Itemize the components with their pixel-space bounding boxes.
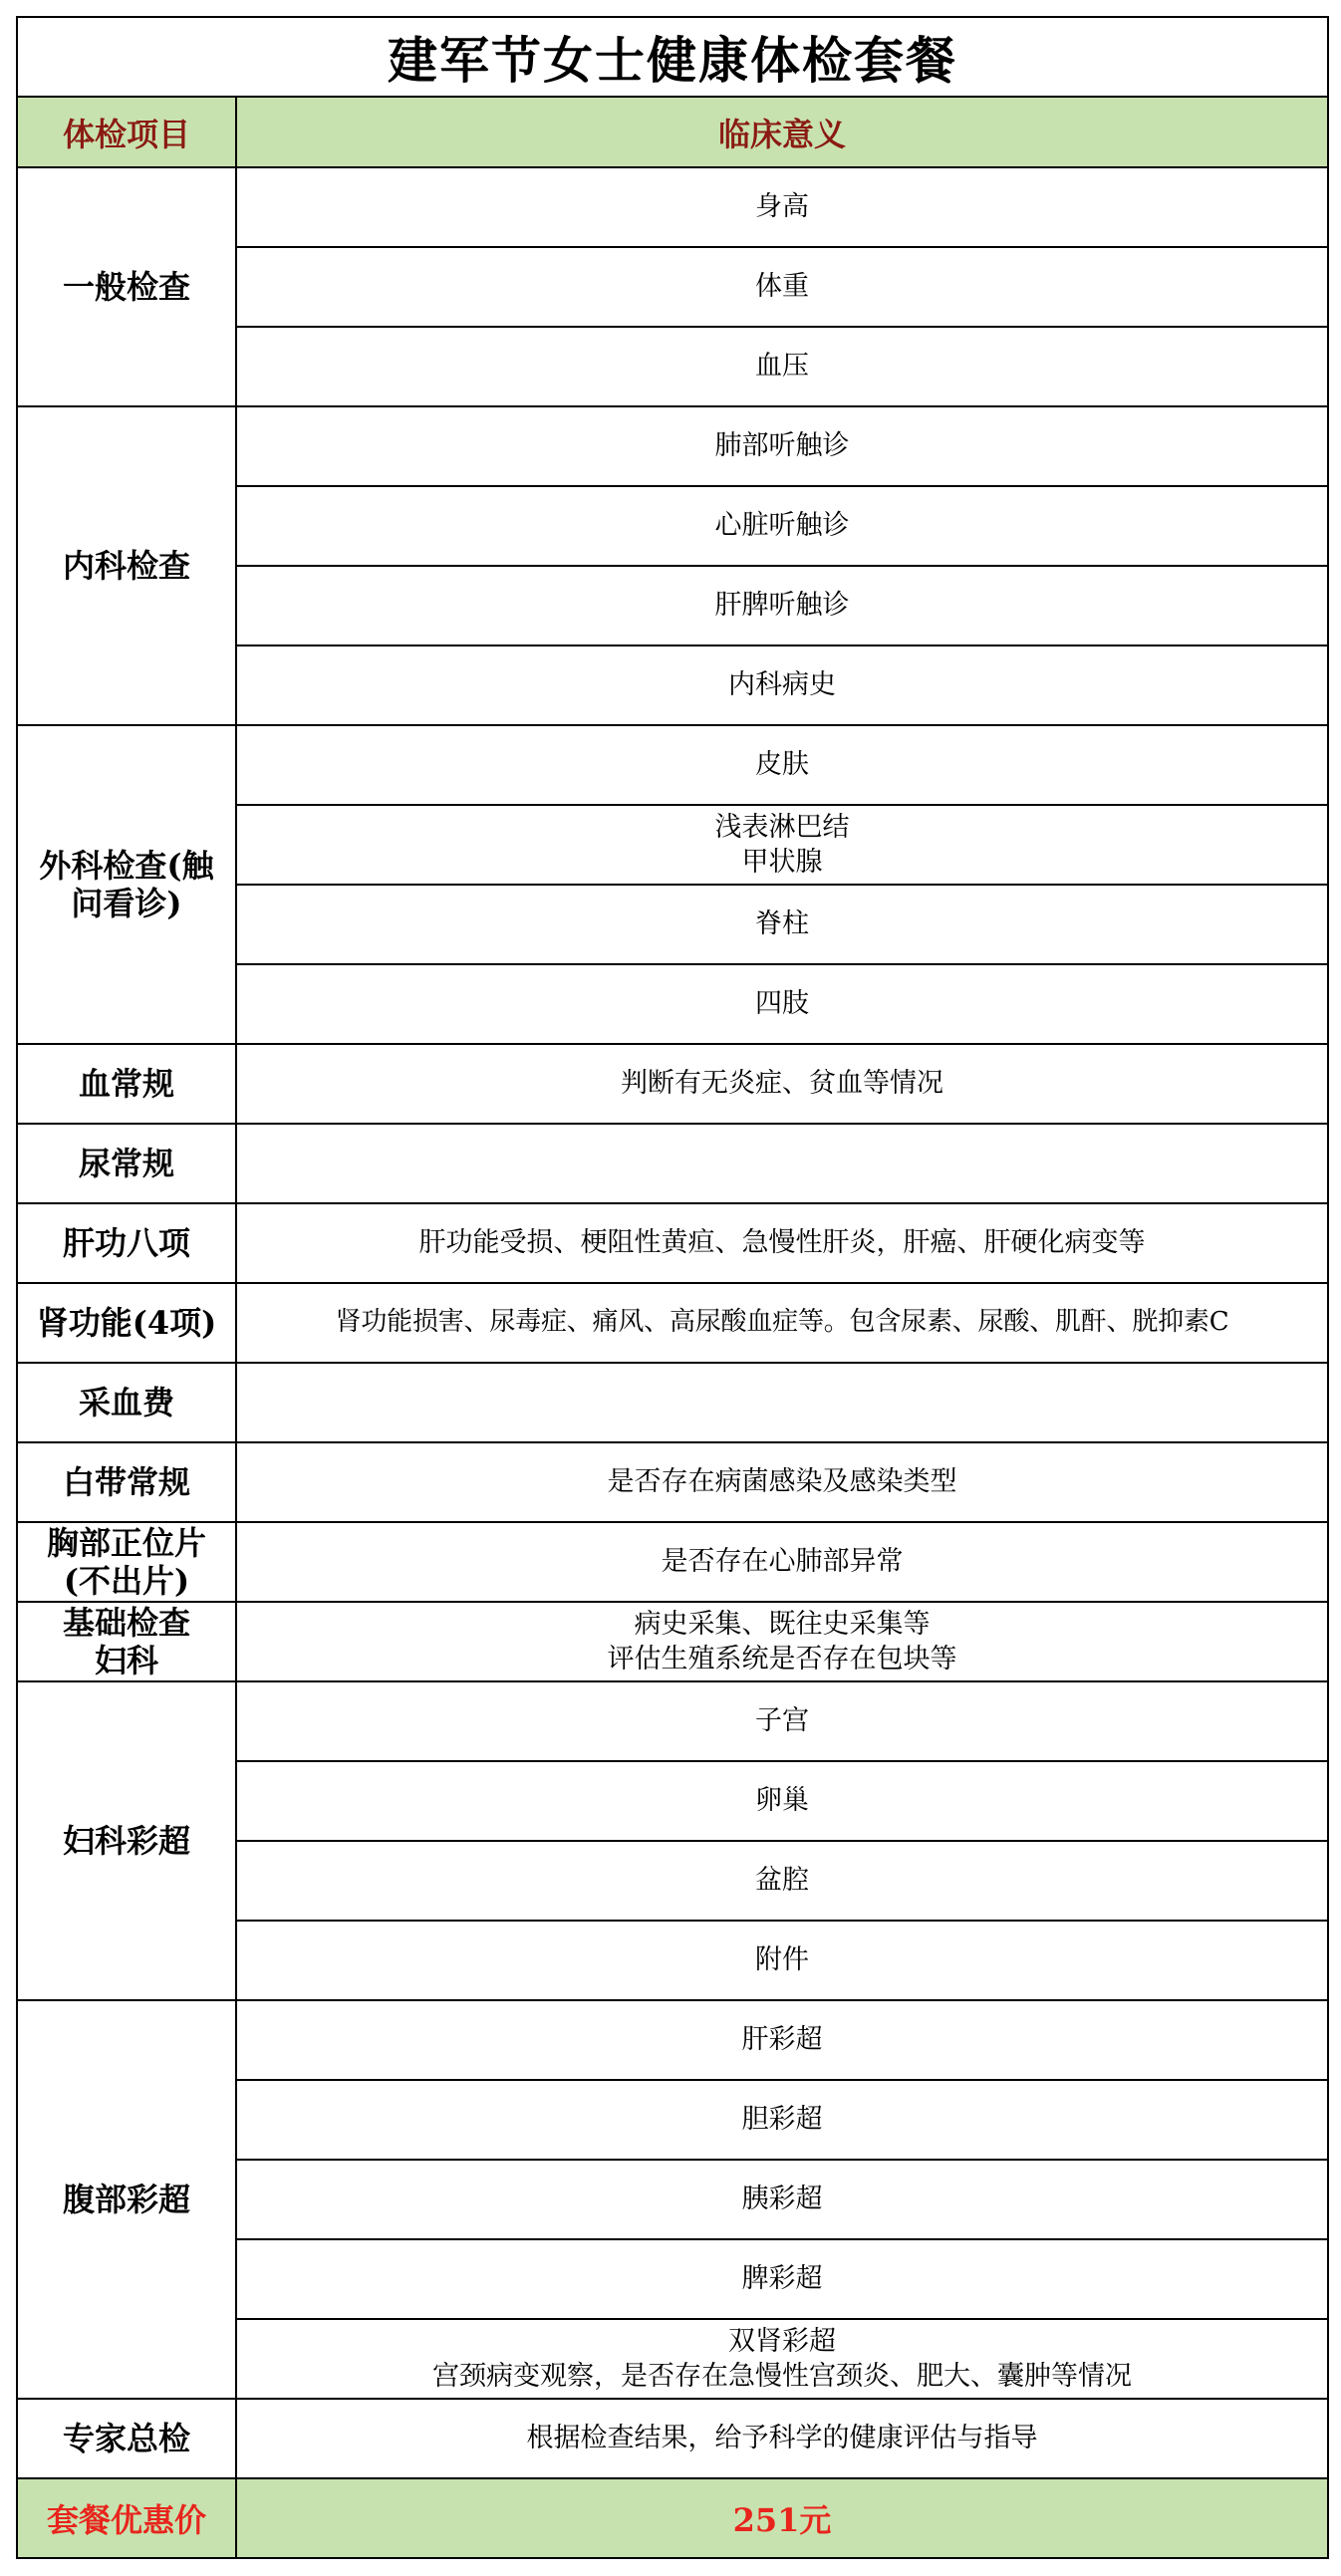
table-row bbox=[17, 167, 1328, 247]
category-cell bbox=[17, 1283, 236, 1363]
meaning-text: 是否存在心肺部异常 bbox=[661, 1546, 904, 1578]
category-cell bbox=[17, 1363, 236, 1442]
meaning-cell bbox=[236, 247, 1328, 327]
meaning-text: 附件 bbox=[755, 1944, 809, 1976]
meaning-text: 评估生殖系统是否存在包块等 bbox=[607, 1644, 957, 1674]
meaning-text: 肝功能受损、梗阻性黄疸、急慢性肝炎，肝癌、肝硬化病变等 bbox=[418, 1227, 1146, 1259]
meaning-text: 是否存在病菌感染及感染类型 bbox=[607, 1466, 957, 1498]
meaning-cell bbox=[236, 566, 1328, 645]
meaning-cell bbox=[236, 1761, 1328, 1841]
category-cell bbox=[17, 2000, 236, 2399]
meaning-cell bbox=[236, 486, 1328, 566]
table-row bbox=[17, 1363, 1328, 1442]
meaning-cell bbox=[236, 645, 1328, 725]
category-label: 外科检查(触 bbox=[39, 846, 214, 885]
meaning-cell bbox=[236, 327, 1328, 406]
header-item: 体检项目 bbox=[17, 97, 236, 167]
meaning-cell bbox=[236, 2239, 1328, 2319]
meaning-cell bbox=[236, 1203, 1328, 1283]
meaning-text: 甲状腺 bbox=[741, 847, 823, 878]
price-value: 251元 bbox=[236, 2478, 1328, 2558]
meaning-cell bbox=[236, 1442, 1328, 1522]
meaning-text: 四肢 bbox=[755, 988, 809, 1020]
category-label: 妇科 bbox=[94, 1642, 158, 1679]
category-label: (不出片) bbox=[63, 1562, 190, 1600]
table-row bbox=[17, 1522, 1328, 1602]
category-cell bbox=[17, 167, 236, 406]
meaning-text: 血压 bbox=[755, 351, 809, 383]
meaning-cell bbox=[236, 1283, 1328, 1363]
meaning-text: 判断有无炎症、贫血等情况 bbox=[621, 1068, 943, 1100]
category-label: 胸部正位片 bbox=[46, 1523, 206, 1562]
table-row bbox=[17, 406, 1328, 486]
meaning-text: 病史采集、既往史采集等 bbox=[634, 1608, 931, 1640]
category-cell bbox=[17, 1044, 236, 1124]
table-row bbox=[17, 2399, 1328, 2478]
meaning-text: 浅表淋巴结 bbox=[714, 811, 850, 843]
category-label: 腹部彩超 bbox=[62, 2180, 190, 2218]
category-label: 专家总检 bbox=[62, 2419, 190, 2457]
meaning-text: 皮肤 bbox=[755, 749, 809, 781]
category-cell bbox=[17, 1203, 236, 1283]
meaning-cell bbox=[236, 2080, 1328, 2160]
category-cell bbox=[17, 2399, 236, 2478]
header-meaning: 临床意义 bbox=[236, 97, 1328, 167]
category-cell bbox=[17, 1442, 236, 1522]
meaning-text: 体重 bbox=[755, 271, 809, 303]
meaning-text: 盆腔 bbox=[755, 1865, 809, 1897]
category-cell bbox=[17, 725, 236, 1044]
category-label: 一般检查 bbox=[62, 267, 190, 306]
category-label: 妇科彩超 bbox=[62, 1821, 190, 1860]
category-cell bbox=[17, 1124, 236, 1203]
category-cell bbox=[17, 1681, 236, 2000]
meaning-text: 肺部听触诊 bbox=[714, 430, 850, 462]
table-row bbox=[17, 1044, 1328, 1124]
table-row bbox=[17, 1602, 1328, 1681]
header-row bbox=[17, 97, 1328, 167]
meaning-cell bbox=[236, 2319, 1328, 2399]
category-label: 内科检查 bbox=[62, 546, 190, 585]
category-label: 问看诊) bbox=[71, 885, 182, 922]
meaning-text: 身高 bbox=[755, 191, 809, 223]
price-label: 套餐优惠价 bbox=[17, 2478, 236, 2558]
meaning-cell bbox=[236, 2160, 1328, 2239]
meaning-text: 肾功能损害、尿毒症、痛风、高尿酸血症等。包含尿素、尿酸、肌酐、胱抑素C bbox=[335, 1307, 1229, 1338]
meaning-text: 肝脾听触诊 bbox=[714, 590, 850, 622]
meaning-text: 宫颈病变观察，是否存在急慢性宫颈炎、肥大、囊肿等情况 bbox=[432, 2361, 1132, 2392]
meaning-text: 根据检查结果，给予科学的健康评估与指导 bbox=[526, 2423, 1038, 2454]
meaning-cell bbox=[236, 1602, 1328, 1681]
meaning-text: 脊柱 bbox=[755, 908, 809, 940]
category-label: 肝功八项 bbox=[62, 1223, 190, 1262]
table-row bbox=[17, 725, 1328, 805]
table-row bbox=[17, 1124, 1328, 1203]
meaning-text: 内科病史 bbox=[728, 669, 836, 701]
meaning-text: 双肾彩超 bbox=[728, 2325, 836, 2357]
meaning-cell bbox=[236, 1841, 1328, 1921]
checkup-package-table bbox=[16, 16, 1329, 2559]
meaning-cell bbox=[236, 1124, 1328, 1203]
table-row bbox=[17, 2000, 1328, 2080]
meaning-text: 子宫 bbox=[755, 1705, 809, 1737]
table-row bbox=[17, 1442, 1328, 1522]
meaning-text: 胰彩超 bbox=[741, 2184, 823, 2215]
meaning-cell bbox=[236, 2000, 1328, 2080]
meaning-text: 脾彩超 bbox=[741, 2263, 823, 2295]
table-row bbox=[17, 1681, 1328, 1761]
category-label: 血常规 bbox=[78, 1064, 174, 1103]
price-row bbox=[17, 2478, 1328, 2558]
meaning-cell bbox=[236, 725, 1328, 805]
meaning-text: 肝彩超 bbox=[741, 2024, 823, 2056]
meaning-cell bbox=[236, 805, 1328, 885]
category-label: 尿常规 bbox=[78, 1144, 174, 1182]
page-title: 建军节女士健康体检套餐 bbox=[17, 17, 1328, 97]
meaning-text: 卵巢 bbox=[755, 1785, 809, 1817]
meaning-cell bbox=[236, 406, 1328, 486]
meaning-cell bbox=[236, 885, 1328, 964]
meaning-cell bbox=[236, 1522, 1328, 1602]
meaning-cell bbox=[236, 167, 1328, 247]
table-row bbox=[17, 1283, 1328, 1363]
category-cell bbox=[17, 1522, 236, 1602]
meaning-text: 胆彩超 bbox=[741, 2104, 823, 2136]
meaning-cell bbox=[236, 1921, 1328, 2000]
category-label: 采血费 bbox=[78, 1383, 174, 1421]
meaning-text: 心脏听触诊 bbox=[714, 510, 850, 542]
category-cell bbox=[17, 1602, 236, 1681]
title-row bbox=[17, 17, 1328, 97]
category-label: 基础检查 bbox=[62, 1603, 190, 1642]
category-cell bbox=[17, 406, 236, 725]
meaning-cell bbox=[236, 1363, 1328, 1442]
category-label: 肾功能(4项) bbox=[36, 1303, 217, 1342]
meaning-cell bbox=[236, 1044, 1328, 1124]
table-body bbox=[17, 17, 1328, 2558]
meaning-cell bbox=[236, 964, 1328, 1044]
table-row bbox=[17, 1203, 1328, 1283]
category-label: 白带常规 bbox=[62, 1462, 190, 1501]
meaning-cell bbox=[236, 1681, 1328, 1761]
meaning-cell bbox=[236, 2399, 1328, 2478]
